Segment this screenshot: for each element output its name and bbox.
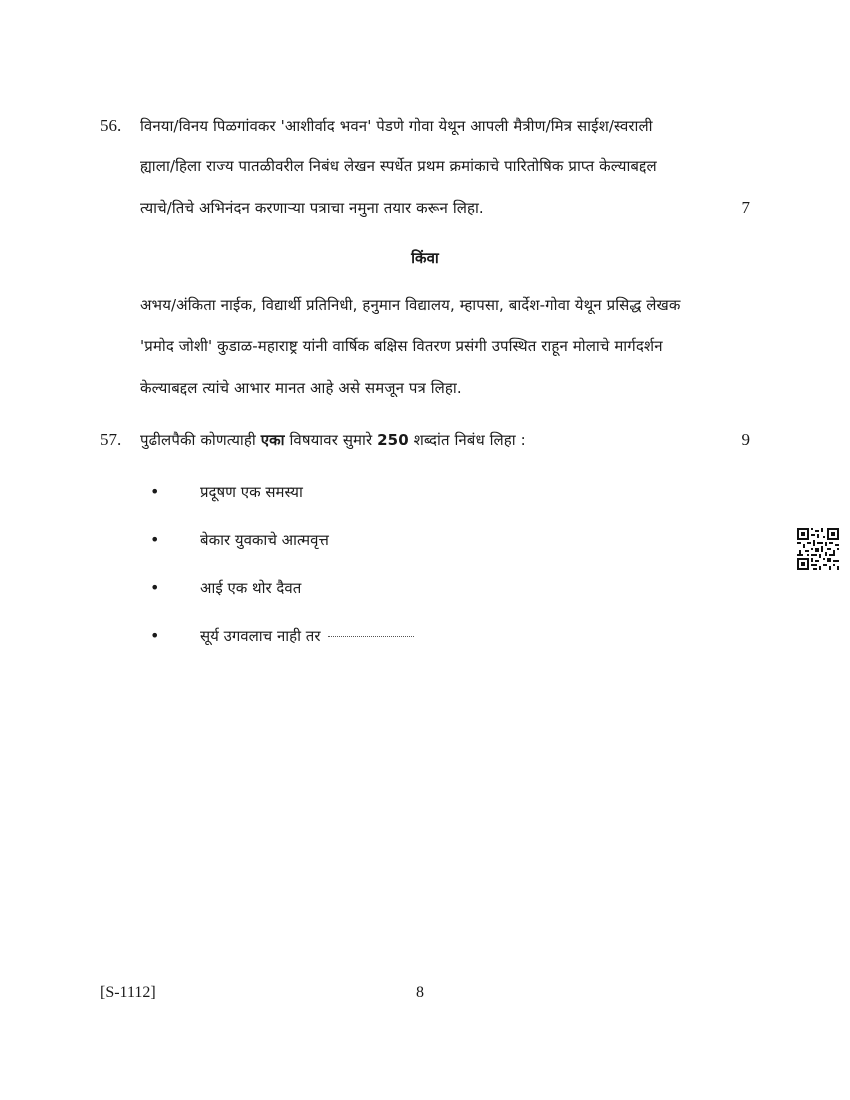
- paper-code: [S-1112]: [100, 984, 156, 1001]
- q57-prompt: [140, 430, 526, 450]
- topic-3: आई एक थोर दैवत: [200, 579, 302, 597]
- q57-number: 57.: [100, 430, 122, 449]
- blank-dotted-line: [328, 636, 414, 637]
- bullet-icon: •: [150, 626, 160, 645]
- bullet-icon: •: [150, 578, 160, 597]
- bullet-icon: •: [150, 530, 160, 549]
- topic-2: बेकार युवकाचे आत्मवृत्त: [200, 531, 329, 549]
- q56-alt-line-2: 'प्रमोद जोशी' कुडाळ-महाराष्ट्र यांनी वार्षिक बक्षिस वितरण प्रसंगी उपस्थित राहून मोलाचे मार्गदर्शन: [140, 337, 663, 355]
- q57-marks: 9: [741, 430, 750, 449]
- topic-4-text: सूर्य उगवलाच नाही तर: [200, 627, 321, 645]
- q57-prompt-bold-one: एका: [260, 431, 285, 449]
- q57-prompt-mid: विषयावर सुमारे: [284, 431, 378, 449]
- page-number: 8: [416, 984, 424, 1001]
- q56-alt-line-1: अभय/अंकिता नाईक, विद्यार्थी प्रतिनिधी, हनुमान विद्यालय, म्हापसा, बार्देश-गोवा येथून प्रसिद्ध लेखक: [140, 296, 681, 314]
- q56-alt-line-3: केल्याबद्दल त्यांचे आभार मानत आहे असे समजून पत्र लिहा.: [140, 379, 462, 397]
- or-separator: किंवा: [411, 249, 439, 267]
- q56-line-1: विनया/विनय पिळगांवकर 'आशीर्वाद भवन' पेडणे गोवा येथून आपली मैत्रीण/मित्र साईश/स्वराली: [140, 117, 653, 135]
- q57-prompt-bold-250: 250: [377, 431, 409, 449]
- q56-number: 56.: [100, 116, 122, 135]
- q57-prompt-end: शब्दांत निबंध लिहा :: [408, 431, 526, 449]
- q56-line-2: ह्याला/हिला राज्य पातळीवरील निबंध लेखन स्पर्धेत प्रथम क्रमांकाचे पारितोषिक प्राप्त केल्याबद्दल: [140, 157, 657, 175]
- q56-line-3: त्याचे/तिचे अभिनंदन करणाऱ्या पत्राचा नमुना तयार करून लिहा.: [140, 199, 484, 217]
- bullet-icon: •: [150, 482, 160, 501]
- q57-prompt-start: पुढीलपैकी कोणत्याही: [140, 431, 261, 449]
- qr-code-icon: [797, 528, 839, 570]
- topic-1: प्रदूषण एक समस्या: [200, 483, 303, 501]
- q56-marks: 7: [741, 198, 750, 217]
- topic-4: [200, 626, 414, 646]
